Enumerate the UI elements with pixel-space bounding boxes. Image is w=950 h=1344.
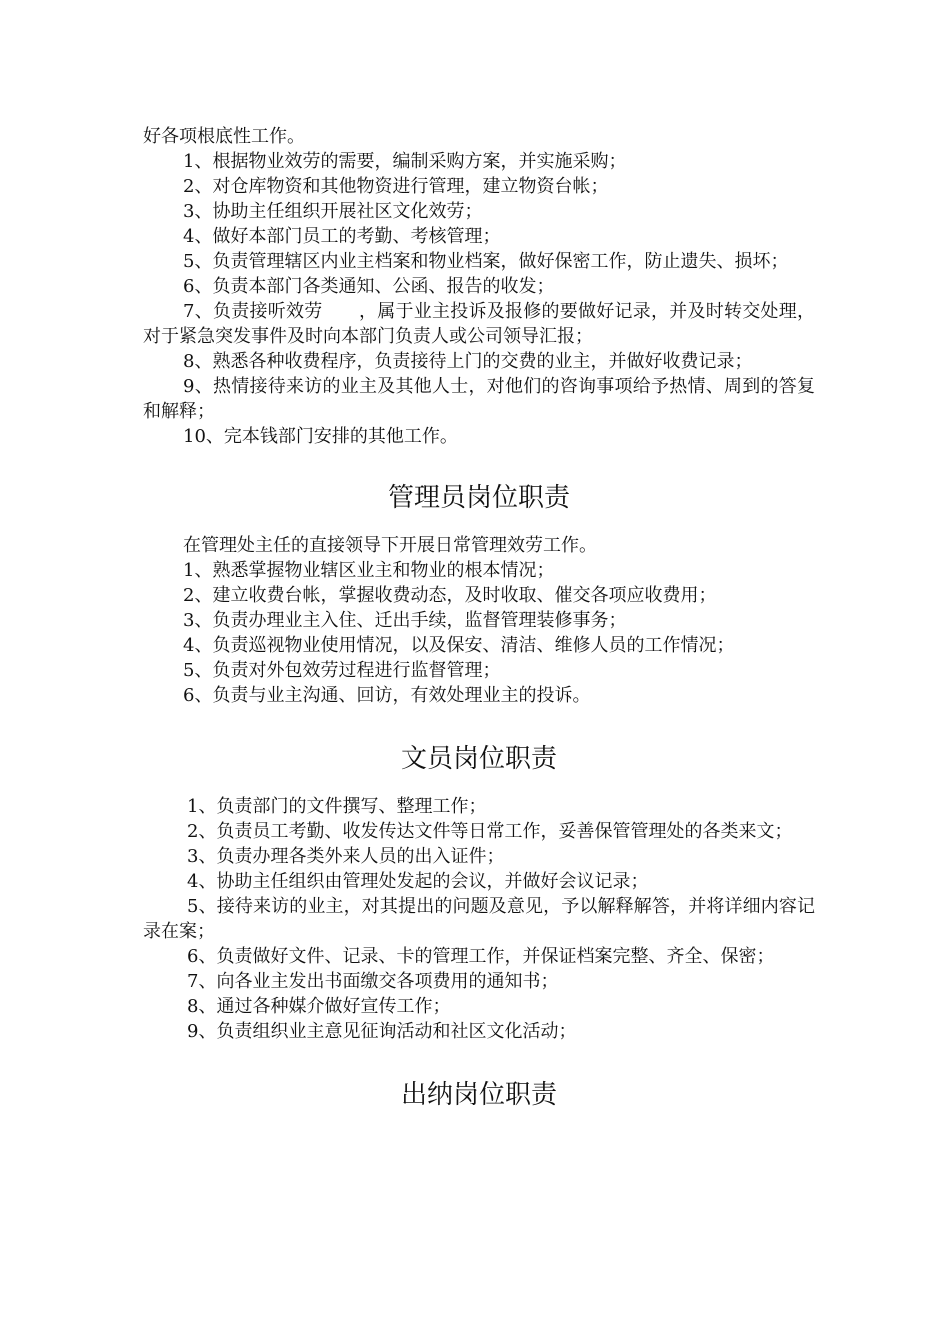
section-clerk-duties bbox=[143, 794, 815, 1044]
section-previous-duties bbox=[143, 124, 815, 449]
duty-item: 2、负责员工考勤、收发传达文件等日常工作，妥善保管管理处的各类来文； bbox=[187, 821, 793, 842]
document-body bbox=[143, 124, 815, 1112]
duty-item: 8、通过各种媒介做好宣传工作； bbox=[187, 996, 451, 1017]
duty-item: 10、完本钱部门安排的其他工作。 bbox=[183, 426, 458, 447]
duty-item: 2、建立收费台帐，掌握收费动态，及时收取、催交各项应收费用； bbox=[183, 585, 717, 606]
paragraph-continuation: 好各项根底性工作。 bbox=[143, 126, 305, 147]
duty-item: 5、负责管理辖区内业主档案和物业档案，做好保密工作，防止遗失、损坏； bbox=[183, 251, 789, 272]
section-heading-manager: 管理员岗位职责 bbox=[387, 483, 570, 513]
duty-item: 9、负责组织业主意见征询活动和社区文化活动； bbox=[187, 1021, 577, 1042]
section-heading-cashier: 出纳岗位职责 bbox=[400, 1080, 557, 1110]
duty-item: 3、协助主任组织开展社区文化效劳； bbox=[183, 201, 483, 222]
section-manager-duties bbox=[143, 533, 815, 708]
duty-item: 5、负责对外包效劳过程进行监督管理； bbox=[183, 660, 501, 681]
duty-item: 6、负责与业主沟通、回访，有效处理业主的投诉。 bbox=[183, 685, 591, 706]
duty-item: 3、负责办理业主入住、迁出手续，监督管理装修事务； bbox=[183, 610, 627, 631]
intro-paragraph: 在管理处主任的直接领导下开展日常管理效劳工作。 bbox=[183, 535, 597, 556]
duty-item: 6、负责本部门各类通知、公函、报告的收发； bbox=[183, 276, 555, 297]
duty-item: 4、做好本部门员工的考勤、考核管理； bbox=[183, 226, 501, 247]
duty-item: 1、负责部门的文件撰写、整理工作； bbox=[187, 796, 487, 817]
duty-item: 7、负责接听效劳 ，属于业主投诉及报修的要做好记录，并及时转交处理，对于紧急突发事件及时向本部门负责人或公司领导汇报； bbox=[143, 301, 815, 347]
section-heading-clerk: 文员岗位职责 bbox=[400, 744, 557, 774]
duty-item: 6、负责做好文件、记录、卡的管理工作，并保证档案完整、齐全、保密； bbox=[187, 946, 775, 967]
duty-item: 3、负责办理各类外来人员的出入证件； bbox=[187, 846, 505, 867]
duty-item: 9、热情接待来访的业主及其他人士，对他们的咨询事项给予热情、周到的答复和解释； bbox=[143, 376, 815, 422]
duty-item: 5、接待来访的业主，对其提出的问题及意见，予以解释解答，并将详细内容记录在案； bbox=[143, 896, 815, 942]
duty-item: 1、根据物业效劳的需要，编制采购方案，并实施采购； bbox=[183, 151, 627, 172]
duty-item: 4、负责巡视物业使用情况，以及保安、清洁、维修人员的工作情况； bbox=[183, 635, 735, 656]
duty-item: 8、熟悉各种收费程序，负责接待上门的交费的业主，并做好收费记录； bbox=[183, 351, 753, 372]
duty-item: 2、对仓库物资和其他物资进行管理，建立物资台帐； bbox=[183, 176, 609, 197]
duty-item: 7、向各业主发出书面缴交各项费用的通知书； bbox=[187, 971, 559, 992]
duty-item: 4、协助主任组织由管理处发起的会议，并做好会议记录； bbox=[187, 871, 649, 892]
duty-item: 1、熟悉掌握物业辖区业主和物业的根本情况； bbox=[183, 560, 555, 581]
